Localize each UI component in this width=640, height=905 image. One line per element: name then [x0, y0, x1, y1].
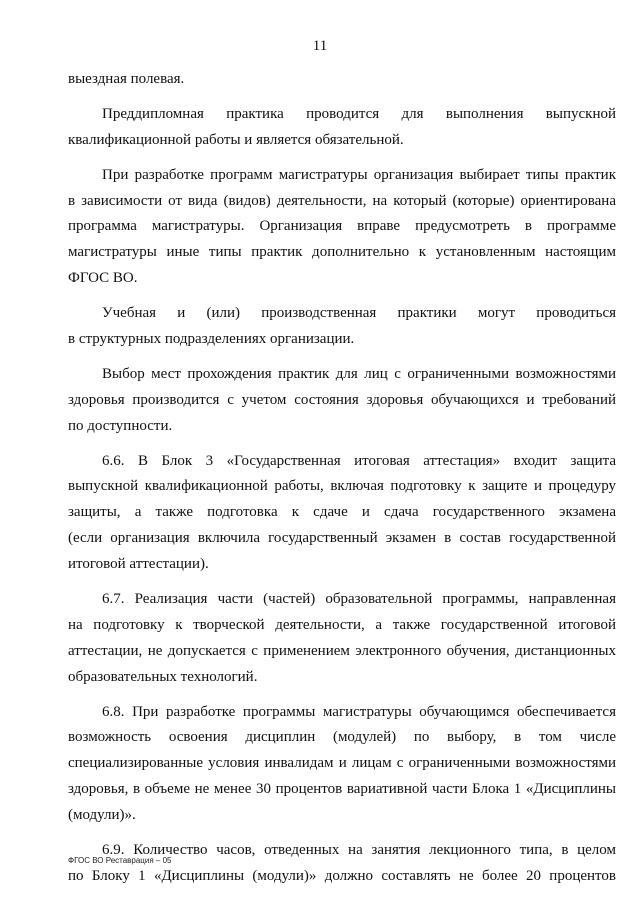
text-line: квалификационной работы и является обязательной. [68, 131, 404, 148]
text-line: 6.7. Реализация части (частей) образовательной программы, направленная [102, 591, 616, 608]
text-line: итоговой аттестации). [68, 556, 209, 573]
text-line: 6.6. В Блок 3 «Государственная итоговая аттестация» входит защита [102, 452, 616, 469]
text-line: (модули)». [68, 807, 136, 824]
text-line: 6.8. При разработке программы магистратуры обучающимся обеспечивается [102, 703, 616, 720]
text-line: на подготовку к творческой деятельности, а также государственной итоговой [68, 616, 616, 633]
paragraph-accessibility [68, 362, 616, 440]
page-number: 11 [312, 38, 328, 54]
text-line: в структурных подразделениях организации. [68, 331, 355, 348]
text-line: выездная полевая. [68, 71, 185, 87]
paragraph-pre-diploma-practice [68, 102, 616, 154]
paragraph-practice-selection [68, 163, 616, 292]
text-line: 6.9. Количество часов, отведенных на занятия лекционного типа, в целом [102, 842, 616, 859]
text-line: выпускной квалификационной работы, включая подготовку к защите и процедуру [68, 478, 616, 495]
text-line: (если организация включила государственный экзамен в состав государственной [68, 530, 616, 547]
text-line: здоровья производится с учетом состояния здоровья обучающихся и требований [68, 391, 616, 408]
text-line: здоровья, в объеме не менее 30 процентов вариативной части Блока 1 «Дисциплины [68, 781, 616, 798]
body-text [68, 67, 616, 890]
footer-stamp: ФГОС ВО Реставрация – 05 [68, 856, 172, 865]
section-6-7 [68, 587, 616, 691]
text-line: магистратуры иные типы практик дополнительно к установленным настоящим [68, 244, 616, 261]
section-6-6 [68, 449, 616, 578]
text-line: возможность освоения дисциплин (модулей) по выбору, в том числе [68, 729, 616, 746]
text-line: защиты, а также подготовка к сдаче и сдача государственного экзамена [68, 504, 616, 521]
text-line: Преддипломная практика проводится для выполнения выпускной [102, 105, 616, 122]
text-line: Учебная и (или) производственная практики могут проводиться [102, 305, 616, 322]
text-line: При разработке программ магистратуры организация выбирает типы практик [102, 166, 616, 183]
text-line: в зависимости от вида (видов) деятельности, на который (которые) ориентирована [68, 192, 616, 209]
paragraph-practice-location [68, 301, 616, 353]
section-6-8 [68, 700, 616, 829]
text-line: специализированные условия инвалидам и лицам с ограниченными возможностями [68, 755, 616, 772]
text-line: ФГОС ВО. [68, 270, 138, 287]
paragraph-practice-types-end [68, 67, 616, 93]
text-line: по доступности. [68, 417, 173, 434]
text-line: аттестации, не допускается с применением электронного обучения, дистанционных [68, 642, 616, 659]
text-line: Выбор мест прохождения практик для лиц с ограниченными возможностями [102, 365, 616, 382]
text-line: программа магистратуры. Организация вправе предусмотреть в программе [68, 218, 616, 235]
text-line: образовательных технологий. [68, 668, 258, 685]
text-line: по Блоку 1 «Дисциплины (модули)» должно составлять не более 20 процентов [68, 867, 616, 884]
